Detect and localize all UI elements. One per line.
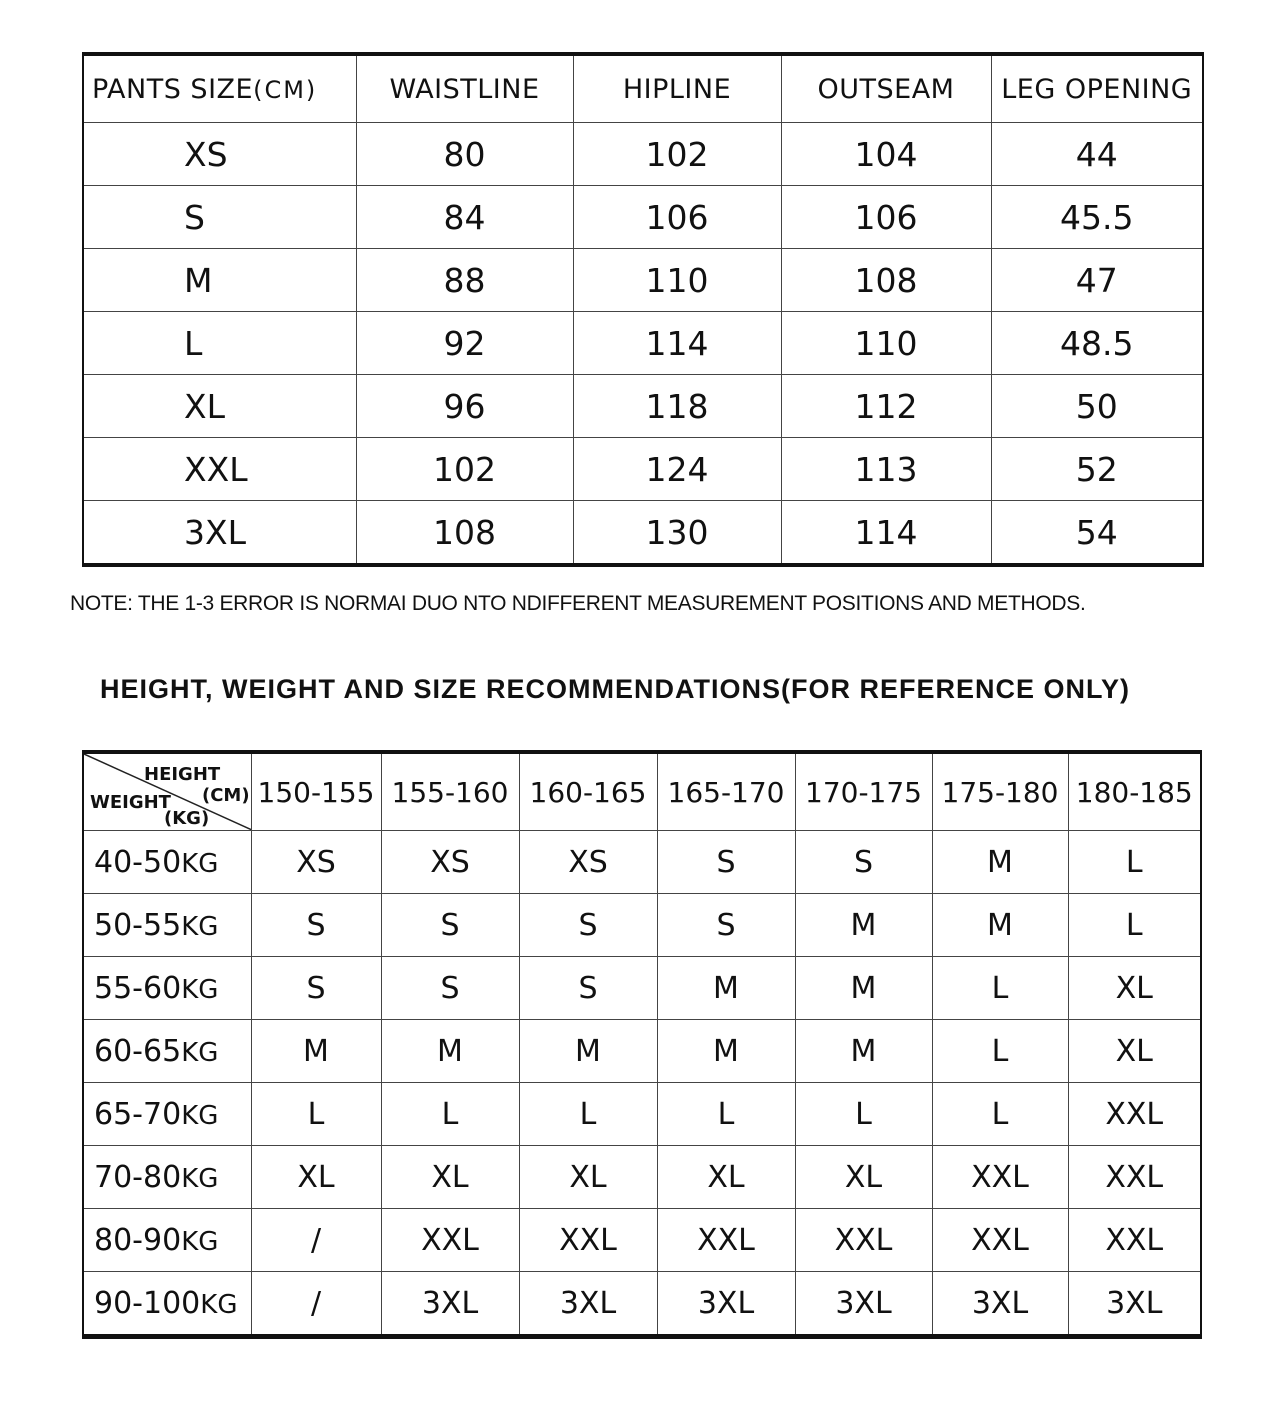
cell-outseam: 112 [781, 375, 991, 438]
size-table-row [83, 123, 1203, 186]
recommended-size-cell: S [251, 894, 381, 957]
cell-size: XL [83, 375, 356, 438]
size-table-header-row [83, 54, 1203, 123]
recommended-size-cell: L [381, 1083, 519, 1146]
recommendation-header-row [83, 752, 1201, 831]
recommended-size-cell: M [251, 1020, 381, 1083]
cell-leg-opening: 54 [991, 501, 1203, 566]
recommendation-row [83, 1020, 1201, 1083]
recommended-size-cell: S [251, 957, 381, 1020]
recommended-size-cell: XXL [657, 1209, 795, 1272]
cell-hipline: 118 [573, 375, 781, 438]
recommended-size-cell: M [795, 957, 932, 1020]
recommended-size-cell: M [932, 831, 1068, 894]
recommended-size-cell: M [519, 1020, 657, 1083]
cell-outseam: 106 [781, 186, 991, 249]
cell-outseam: 110 [781, 312, 991, 375]
corner-height-label: HEIGHT [144, 764, 221, 785]
weight-range-cell [83, 957, 251, 1020]
recommended-size-cell: L [519, 1083, 657, 1146]
cell-leg-opening: 48.5 [991, 312, 1203, 375]
height-range-header: 165-170 [657, 752, 795, 831]
header-leg-opening: LEG OPENING [991, 54, 1203, 123]
recommended-size-cell: M [795, 894, 932, 957]
recommendation-row [83, 1146, 1201, 1209]
recommended-size-cell: XXL [1068, 1083, 1201, 1146]
weight-range-value: 65-70 [94, 1096, 182, 1132]
corner-weight-label: WEIGHT [90, 792, 171, 813]
recommendation-title: HEIGHT, WEIGHT AND SIZE RECOMMENDATIONS(FOR REFERENCE ONLY) [100, 674, 1131, 704]
weight-range-value: 90-100 [94, 1285, 201, 1321]
weight-unit: KG [181, 1100, 219, 1131]
header-hipline: HIPLINE [573, 54, 781, 123]
cell-hipline: 102 [573, 123, 781, 186]
recommended-size-cell: XL [657, 1146, 795, 1209]
header-pants-size-label: PANTS SIZE [92, 73, 254, 105]
recommended-size-cell: XXL [381, 1209, 519, 1272]
cell-outseam: 114 [781, 501, 991, 566]
height-range-header: 180-185 [1068, 752, 1201, 831]
cell-size: 3XL [83, 501, 356, 566]
height-range-header: 160-165 [519, 752, 657, 831]
height-range-header: 170-175 [795, 752, 932, 831]
recommendation-row [83, 1272, 1201, 1337]
recommended-size-cell: M [381, 1020, 519, 1083]
recommended-size-cell: L [932, 1083, 1068, 1146]
recommended-size-cell: S [381, 894, 519, 957]
recommended-size-cell: / [251, 1209, 381, 1272]
recommended-size-cell: L [657, 1083, 795, 1146]
corner-header-cell [83, 752, 251, 831]
cell-leg-opening: 52 [991, 438, 1203, 501]
recommended-size-cell: L [795, 1083, 932, 1146]
cell-waistline: 92 [356, 312, 573, 375]
cell-waistline: 80 [356, 123, 573, 186]
corner-weight-unit: (KG) [164, 808, 210, 829]
cell-hipline: 124 [573, 438, 781, 501]
cell-outseam: 104 [781, 123, 991, 186]
recommended-size-cell: XXL [519, 1209, 657, 1272]
cell-size: XXL [83, 438, 356, 501]
recommended-size-cell: S [519, 957, 657, 1020]
size-table-row [83, 438, 1203, 501]
recommended-size-cell: XS [381, 831, 519, 894]
cell-outseam: 108 [781, 249, 991, 312]
weight-range-cell [83, 1146, 251, 1209]
recommended-size-cell: 3XL [1068, 1272, 1201, 1337]
weight-range-cell [83, 1272, 251, 1337]
weight-range-value: 55-60 [94, 970, 182, 1006]
recommendation-row [83, 957, 1201, 1020]
height-range-header: 175-180 [932, 752, 1068, 831]
recommendation-table [82, 750, 1202, 1339]
weight-range-cell [83, 1209, 251, 1272]
recommended-size-cell: XS [251, 831, 381, 894]
weight-range-value: 50-55 [94, 907, 182, 943]
cell-waistline: 96 [356, 375, 573, 438]
weight-range-cell [83, 831, 251, 894]
weight-unit: KG [181, 1226, 219, 1257]
size-table-row [83, 186, 1203, 249]
weight-range-cell [83, 1083, 251, 1146]
recommended-size-cell: XXL [932, 1146, 1068, 1209]
weight-range-value: 80-90 [94, 1222, 182, 1258]
cell-leg-opening: 45.5 [991, 186, 1203, 249]
weight-unit: KG [181, 1037, 219, 1068]
corner-height-unit: (CM) [202, 785, 250, 806]
cell-leg-opening: 47 [991, 249, 1203, 312]
header-waistline: WAISTLINE [356, 54, 573, 123]
recommended-size-cell: 3XL [657, 1272, 795, 1337]
recommended-size-cell: XL [1068, 1020, 1201, 1083]
recommended-size-cell: S [795, 831, 932, 894]
cell-size: S [83, 186, 356, 249]
recommended-size-cell: / [251, 1272, 381, 1337]
recommended-size-cell: 3XL [381, 1272, 519, 1337]
weight-range-value: 60-65 [94, 1033, 182, 1069]
recommended-size-cell: L [251, 1083, 381, 1146]
recommended-size-cell: S [657, 894, 795, 957]
recommended-size-cell: M [657, 957, 795, 1020]
header-unit: (CM) [253, 75, 318, 104]
cell-waistline: 84 [356, 186, 573, 249]
cell-waistline: 102 [356, 438, 573, 501]
recommended-size-cell: 3XL [795, 1272, 932, 1337]
cell-hipline: 110 [573, 249, 781, 312]
weight-unit: KG [181, 974, 219, 1005]
recommended-size-cell: L [932, 1020, 1068, 1083]
cell-outseam: 113 [781, 438, 991, 501]
recommended-size-cell: S [657, 831, 795, 894]
weight-unit: KG [200, 1289, 238, 1320]
recommended-size-cell: XXL [1068, 1209, 1201, 1272]
height-range-header: 155-160 [381, 752, 519, 831]
size-table-row [83, 249, 1203, 312]
cell-size: XS [83, 123, 356, 186]
recommendation-row [83, 1209, 1201, 1272]
recommended-size-cell: XL [381, 1146, 519, 1209]
recommended-size-cell: XL [519, 1146, 657, 1209]
recommendation-row [83, 831, 1201, 894]
recommended-size-cell: L [932, 957, 1068, 1020]
recommended-size-cell: L [1068, 894, 1201, 957]
size-chart-table [82, 52, 1204, 567]
recommended-size-cell: XXL [795, 1209, 932, 1272]
header-outseam: OUTSEAM [781, 54, 991, 123]
weight-unit: KG [181, 911, 219, 942]
cell-size: M [83, 249, 356, 312]
height-range-header: 150-155 [251, 752, 381, 831]
recommended-size-cell: XL [1068, 957, 1201, 1020]
recommendation-row [83, 1083, 1201, 1146]
cell-waistline: 108 [356, 501, 573, 566]
weight-range-value: 40-50 [94, 844, 182, 880]
recommended-size-cell: S [381, 957, 519, 1020]
recommended-size-cell: XS [519, 831, 657, 894]
cell-waistline: 88 [356, 249, 573, 312]
recommended-size-cell: M [795, 1020, 932, 1083]
measurement-note: NOTE: THE 1-3 ERROR IS NORMAI DUO NTO NDIFFERENT MEASUREMENT POSITIONS AND METHODS. [70, 592, 1086, 615]
cell-leg-opening: 44 [991, 123, 1203, 186]
size-table-row [83, 501, 1203, 566]
cell-hipline: 130 [573, 501, 781, 566]
weight-range-cell [83, 894, 251, 957]
weight-range-value: 70-80 [94, 1159, 182, 1195]
size-table-row [83, 375, 1203, 438]
cell-hipline: 114 [573, 312, 781, 375]
recommended-size-cell: L [1068, 831, 1201, 894]
weight-range-cell [83, 1020, 251, 1083]
header-pants-size [83, 54, 356, 123]
recommended-size-cell: M [932, 894, 1068, 957]
weight-unit: KG [181, 848, 219, 879]
recommended-size-cell: M [657, 1020, 795, 1083]
weight-unit: KG [181, 1163, 219, 1194]
recommended-size-cell: XL [795, 1146, 932, 1209]
cell-size: L [83, 312, 356, 375]
recommended-size-cell: XXL [1068, 1146, 1201, 1209]
recommendation-row [83, 894, 1201, 957]
size-table-row [83, 312, 1203, 375]
recommended-size-cell: XXL [932, 1209, 1068, 1272]
cell-leg-opening: 50 [991, 375, 1203, 438]
recommended-size-cell: S [519, 894, 657, 957]
cell-hipline: 106 [573, 186, 781, 249]
recommended-size-cell: 3XL [519, 1272, 657, 1337]
recommended-size-cell: 3XL [932, 1272, 1068, 1337]
recommended-size-cell: XL [251, 1146, 381, 1209]
